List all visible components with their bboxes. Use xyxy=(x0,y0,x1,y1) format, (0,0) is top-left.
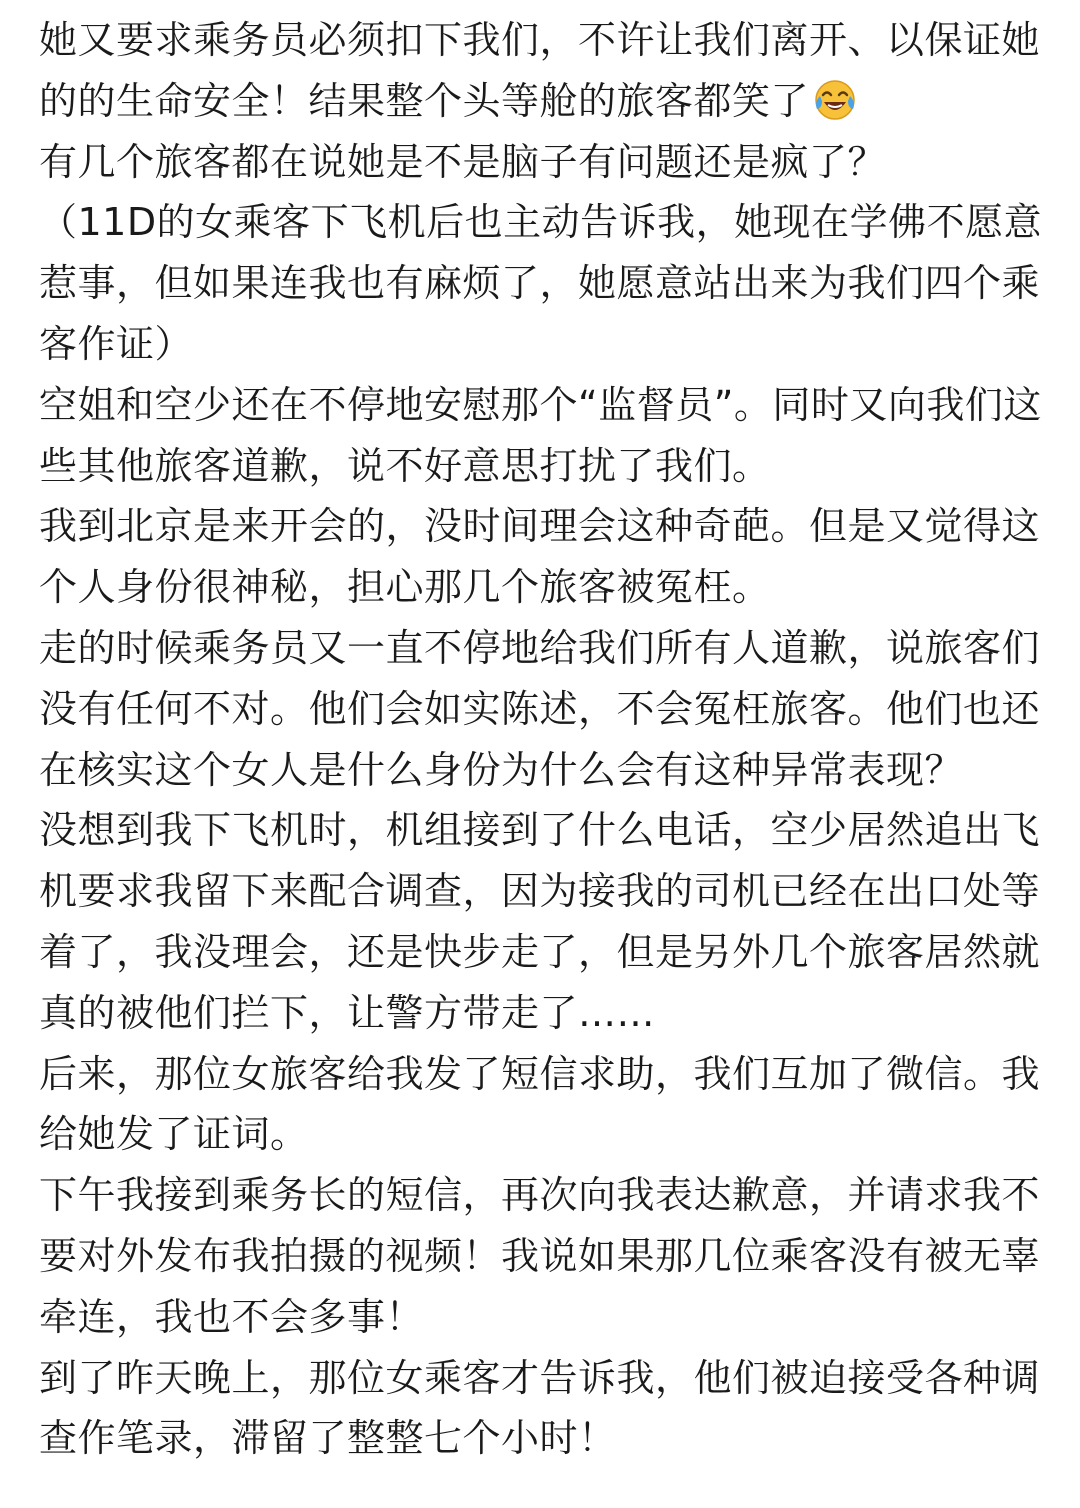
post-body xyxy=(39,10,1049,1469)
paragraph-4: 空姐和空少还在不停地安慰那个“监督员”。同时又向我们这些其他旅客道歉，说不好意思打扰了我们。 xyxy=(39,382,1042,488)
paragraph-2: 有几个旅客都在说她是不是脑子有问题还是疯了？ xyxy=(39,139,887,184)
paragraph-8: 后来，那位女旅客给我发了短信求助，我们互加了微信。我给她发了证词。 xyxy=(39,1051,1041,1157)
paragraph-6: 走的时候乘务员又一直不停地给我们所有人道歉，说旅客们没有任何不对。他们会如实陈述，不会冤枉旅客。他们也还在核实这个女人是什么身份为什么会有这种异常表现？ xyxy=(39,625,1041,792)
paragraph-10: 到了昨天晚上，那位女乘客才告诉我，他们被迫接受各种调查作笔录，滞留了整整七个小时！ xyxy=(39,1355,1041,1461)
paragraph-9: 下午我接到乘务长的短信，再次向我表达歉意，并请求我不要对外发布我拍摄的视频！我说如果那几位乘客没有被无辜牵连，我也不会多事！ xyxy=(39,1173,1041,1339)
paragraph-text: 她又要求乘务员必须扣下我们，不许让我们离开、以保证她的的生命安全！结果整个头等舱的旅客都笑了 xyxy=(39,18,1041,123)
paragraph-5: 我到北京是来开会的，没时间理会这种奇葩。但是又觉得这个人身份很神秘，担心那几个旅客被冤枉。 xyxy=(39,504,1041,610)
paragraph-7: 没想到我下飞机时，机组接到了什么电话，空少居然追出飞机要求我留下来配合调查，因为接我的司机已经在出口处等着了，我没理会，还是快步走了，但是另外几个旅客居然就真的被他们拦下，让警方带走了…… xyxy=(39,808,1041,1035)
paragraph-1 xyxy=(39,10,1049,132)
paragraph-3: （11D的女乘客下飞机后也主动告诉我，她现在学佛不愿意惹事，但如果连我也有麻烦了，她愿意站出来为我们四个乘客作证） xyxy=(39,200,1043,366)
laughing-crying-face-icon xyxy=(813,78,857,122)
